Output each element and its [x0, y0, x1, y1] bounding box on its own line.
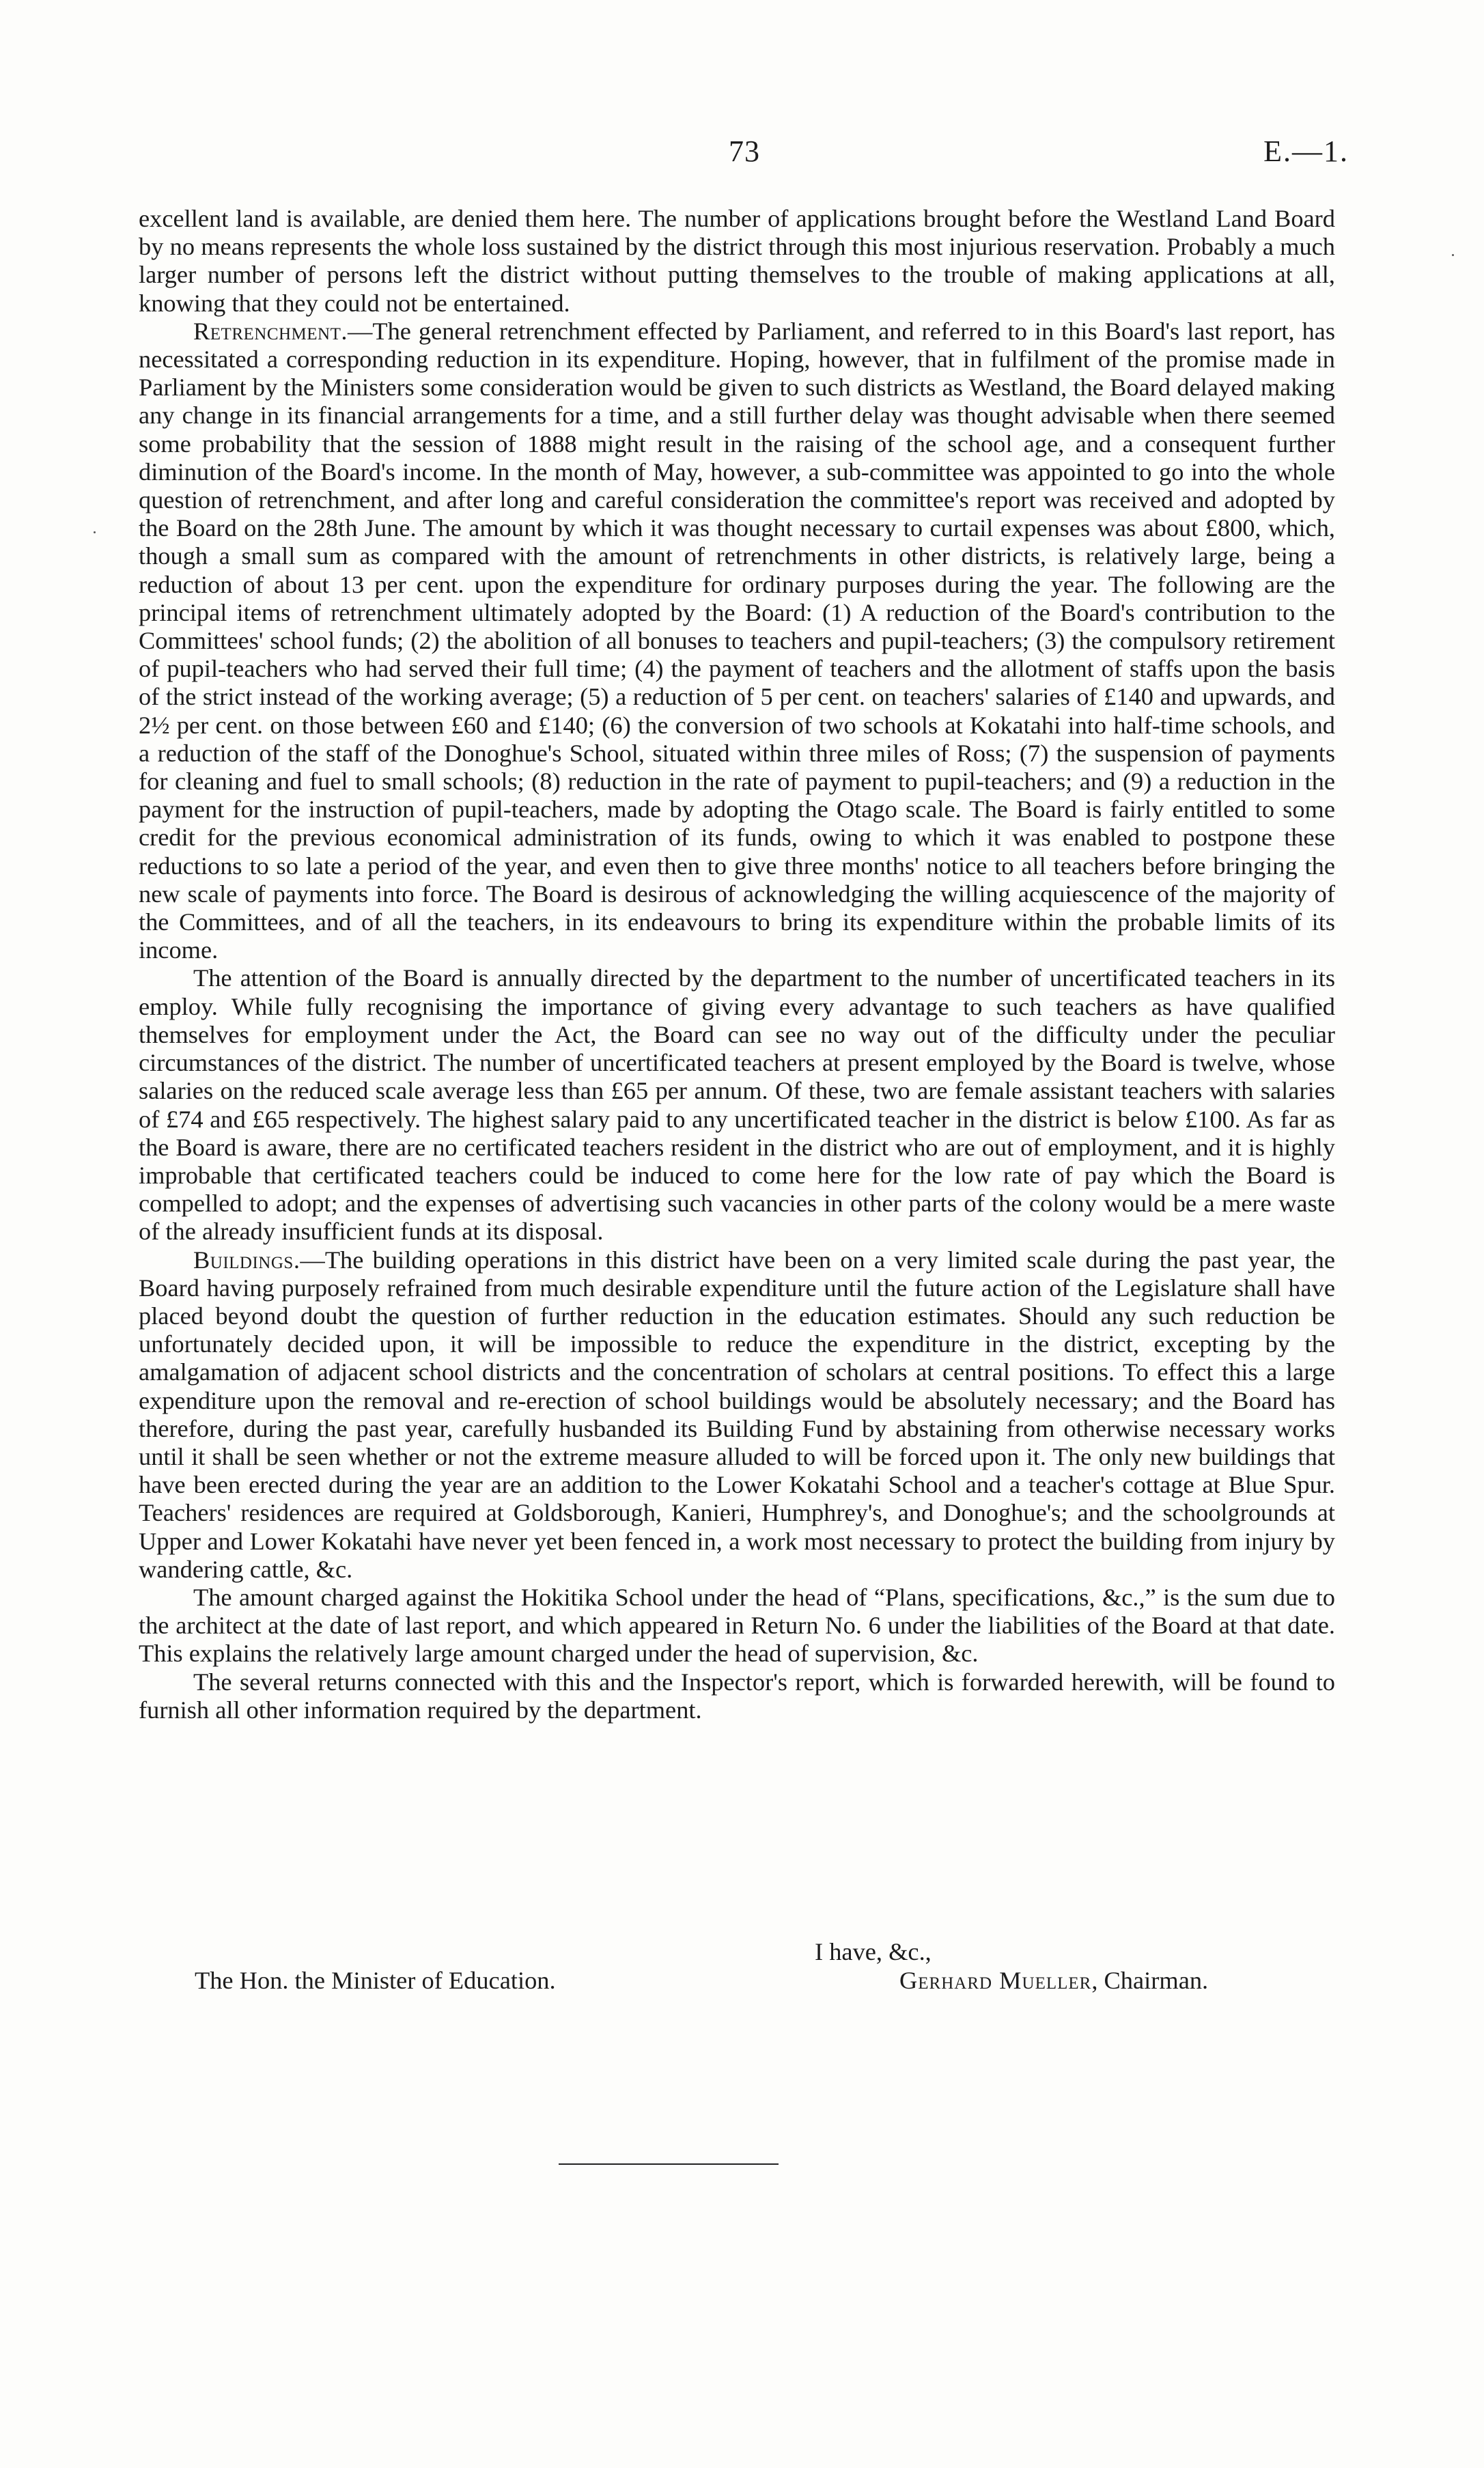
- page-header: [0, 134, 1484, 175]
- report-body: [139, 205, 1335, 1724]
- sign-off: I have, &c.,: [815, 1938, 932, 1965]
- section-code: E.—1.: [1263, 135, 1349, 168]
- paragraph-returns: The several returns connected with this and the Inspector's report, which is forwarded herewith, will be found to furnish all other information required by the department.: [139, 1668, 1335, 1724]
- paragraph-uncertificated-teachers: The attention of the Board is annually directed by the department to the number of uncertificated teachers in its employ. While fully recognising the importance of giving every advantage to such teachers as have qualified themselves for employment under the Act, the Board can see no way out of the difficulty under the peculiar circumstances of the district. The number of uncertificated teachers at present employed by the Board is twelve, whose salaries on the reduced scale average less than £65 per annum. Of these, two are female assistant teachers with salaries of £74 and £65 respectively. The highest salary paid to any uncertificated teacher in the district is below £100. As far as the Board is aware, there are no certificated teachers resident in the district who are out of employment, and it is highly improbable that certificated teachers could be induced to come here for the low rate of pay which the Board is compelled to adopt; and the expenses of advertising such vacancies in other parts of the colony would be a mere waste of the already insufficient funds at its disposal.: [139, 964, 1335, 1246]
- paragraph-retrenchment: Retrenchment.—The general retrenchment effected by Parliament, and referred to in this Board's last report, has necessitated a corresponding reduction in its expenditure. Hoping, however, that in fulfilment of the promise made in Parliament by the Ministers some consideration would be given to such districts as Westland, the Board delayed making any change in its financial arrangements for a time, and a still further delay was thought advisable when there seemed some probability that the session of 1888 might result in the raising of the school age, and a consequent further diminution of the Board's income. In the month of May, however, a sub-committee was appointed to go into the whole question of retrenchment, and after long and careful consideration the committee's report was received and adopted by the Board on the 28th June. The amount by which it was thought necessary to curtail expenses was about £800, which, though a small sum as compared with the amount of retrenchments in other districts, is relatively large, being a reduction of about 13 per cent. upon the expenditure for ordinary purposes during the year. The following are the principal items of retrenchment ultimately adopted by the Board: (1) A reduction of the Board's contribution to the Committees' school funds; (2) the abolition of all bonuses to teachers and pupil-teachers; (3) the compulsory retirement of pupil-teachers who had served their full time; (4) the payment of teachers and the allotment of staffs upon the basis of the strict instead of the working average; (5) a reduction of 5 per cent. on teachers' salaries of £140 and upwards, and 2½ per cent. on those between £60 and £140; (6) the conversion of two schools at Kokatahi into half-time schools, and a reduction of the staff of the Donoghue's School, situated within three miles of Ross; (7) the suspension of payments for cleaning and fuel to small schools; (8) reduction in the rate of payment to pupil-teachers; and (9) a reduction in the payment for the instruction of pupil-teachers, made by adopting the Otago scale. The Board is fairly entitled to some credit for the previous economical administration of its funds, owing to which it was enabled to postpone these reductions to so late a period of the year, and even then to give three months' notice to all teachers before bringing the new scale of payments into force. The Board is desirous of acknowledging the willing acquiescence of the majority of the Committees, and of all the teachers, in its endeavours to bring its expenditure within the probable limits of its income.: [139, 317, 1335, 964]
- page-number: 73: [729, 135, 760, 168]
- paragraph-hokitika-charges: The amount charged against the Hokitika School under the head of “Plans, specifications, &c.,” is the sum due to the architect at the date of last report, and which appeared in Return No. 6 under the liabilities of the Board at that date. This explains the relatively large amount charged under the head of supervision, &c.: [139, 1583, 1335, 1668]
- addressee: The Hon. the Minister of Education.: [195, 1967, 556, 1994]
- signatory-title: , Chairman.: [1091, 1967, 1209, 1994]
- scan-speck: [1452, 254, 1454, 256]
- retrenchment-heading: Retrenchment.: [193, 317, 348, 345]
- signatory-name: Gerhard Mueller: [899, 1967, 1092, 1994]
- signatory: [899, 1967, 1208, 1995]
- scan-speck: [94, 531, 96, 533]
- buildings-heading: Buildings.: [193, 1246, 300, 1274]
- paragraph-buildings: Buildings.—The building operations in this district have been on a very limited scale during the past year, the Board having purposely refrained from much desirable expenditure until the future action of the Legislature shall have placed beyond doubt the question of further reduction in the education estimates. Should any such reduction be unfortunately decided upon, it will be impossible to reduce the expenditure in the district, excepting by the amalgamation of adjacent school districts and the concentration of scholars at central positions. To effect this a large expenditure upon the removal and re-erection of school buildings would be absolutely necessary; and the Board has therefore, during the past year, carefully husbanded its Building Fund by abstaining from otherwise necessary works until it shall be seen whether or not the extreme measure alluded to will be forced upon it. The only new buildings that have been erected during the year are an addition to the Lower Kokatahi School and a teacher's cottage at Blue Spur. Teachers' residences are required at Goldsborough, Kanieri, Humphrey's, and Donoghue's; and the schoolgrounds at Upper and Lower Kokatahi have never yet been fenced in, a work most necessary to protect the building from injury by wandering cattle, &c.: [139, 1246, 1335, 1583]
- end-rule: [559, 2163, 779, 2165]
- closing-block: [139, 1938, 1335, 2006]
- paragraph-land-reservation: excellent land is available, are denied them here. The number of applications brought before the Westland Land Board by no means represents the whole loss sustained by the district through this most injurious reservation. Probably a much larger number of persons left the district without putting themselves to the trouble of making applications at all, knowing that they could not be entertained.: [139, 205, 1335, 317]
